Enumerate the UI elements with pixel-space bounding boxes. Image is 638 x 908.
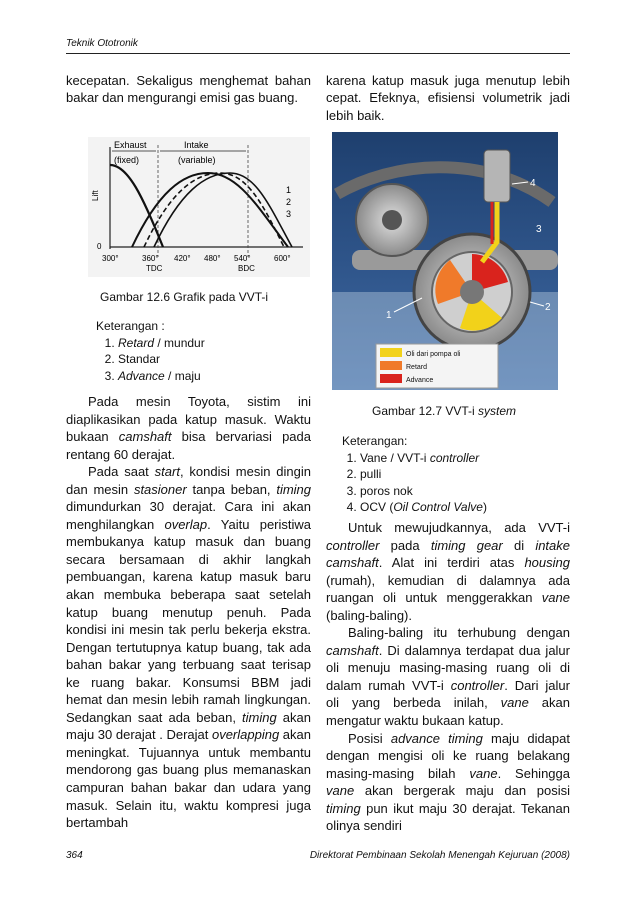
text-run-italic: intake camshaft bbox=[326, 537, 571, 571]
top-right-paragraph: karena katup masuk juga menutup lebih cepat. Efeknya, efisiensi volumetrik jadi lebih baik. bbox=[326, 73, 570, 123]
header-rule bbox=[66, 53, 570, 54]
text-run: . Alat ini terdiri atas bbox=[378, 555, 525, 571]
text-run-italic: timing bbox=[276, 481, 312, 497]
legend-item-text: OCV ( bbox=[360, 500, 394, 514]
text-run-italic: vane bbox=[500, 695, 529, 711]
curve-label-2: 2 bbox=[286, 197, 292, 207]
exhaust-sub-label: (fixed) bbox=[114, 155, 140, 165]
legend-item-italic: Retard bbox=[118, 335, 155, 350]
text-run: . Sehingga bbox=[497, 765, 570, 781]
legend-item-text: / maju bbox=[164, 368, 201, 383]
tick-360: 360° bbox=[142, 254, 159, 263]
text-run: maju didapat dengan mengisi oli ke ruang belakang masing-masing bilah bbox=[326, 730, 570, 781]
right-paragraph-3 bbox=[326, 730, 570, 835]
exhaust-label: Exhaust bbox=[114, 140, 147, 150]
figure2-caption-text: Gambar 12.7 VVT-i bbox=[372, 404, 479, 418]
text-run: (rumah), kemudian di dalamnya ada ruangan oli untuk menggerakkan bbox=[326, 572, 570, 606]
key-label-oil: Oli dari pompa oli bbox=[406, 351, 461, 358]
legend-item-text: Vane / VVT-i bbox=[360, 450, 430, 465]
vvt-i-system-illustration bbox=[332, 132, 558, 390]
callout-2: 2 bbox=[545, 302, 551, 313]
intake-sub-label: (variable) bbox=[178, 155, 216, 165]
text-run: di bbox=[502, 537, 536, 553]
text-run: , kondisi mesin dingin dan mesin bbox=[66, 464, 311, 497]
text-run-italic: controller bbox=[326, 537, 380, 553]
callout-3: 3 bbox=[536, 224, 542, 235]
callout-4: 4 bbox=[530, 178, 536, 189]
text-run-italic: vane bbox=[469, 765, 498, 781]
legend-item-text: ) bbox=[482, 500, 487, 514]
intake-label: Intake bbox=[184, 140, 209, 150]
key-swatch-advance bbox=[380, 374, 402, 383]
figure1-legend-item bbox=[118, 368, 205, 385]
text-run-italic: timing bbox=[326, 800, 361, 816]
left-paragraph-2 bbox=[66, 463, 311, 831]
callout-1: 1 bbox=[386, 310, 392, 321]
text-run-italic: start bbox=[154, 464, 180, 480]
page-number: 364 bbox=[66, 850, 83, 861]
figure2-caption-italic: system bbox=[478, 404, 517, 418]
text-run: Baling-baling itu terhubung dengan bbox=[348, 625, 570, 641]
tick-540: 540° bbox=[234, 254, 251, 263]
legend-item-text: Standar bbox=[118, 352, 161, 366]
y-zero-label: 0 bbox=[97, 242, 102, 251]
text-run: Pada saat bbox=[88, 464, 155, 480]
text-run: dimundurkan 30 derajat. Cara ini akan menghilangkan bbox=[66, 499, 311, 532]
figure2-legend-item bbox=[360, 466, 487, 483]
top-left-text bbox=[66, 72, 311, 107]
legend-item-text: / mundur bbox=[154, 335, 205, 350]
bdc-label: BDC bbox=[238, 264, 255, 273]
text-run: pada bbox=[379, 537, 431, 553]
vvt-lift-graph bbox=[88, 137, 310, 277]
tick-420: 420° bbox=[174, 254, 191, 263]
legend-item-text: pulli bbox=[360, 467, 382, 481]
text-run: Posisi bbox=[348, 730, 391, 746]
text-run: . Dari jalur oli yang berbeda inilah, bbox=[326, 677, 570, 711]
left-paragraph-1 bbox=[66, 393, 311, 463]
text-run: akan meningkat. Tujuannya untuk membantu mendorong gas buang plus memanaskan campuran bahan bakar dan udara yang masuk. Selain itu, waktu kompresi juga bertambah bbox=[66, 727, 311, 831]
text-run-italic: timing gear bbox=[430, 537, 503, 553]
text-run-italic: overlap bbox=[164, 516, 208, 532]
legend-item-italic: controller bbox=[429, 450, 480, 465]
legend-item-italic: Advance bbox=[118, 368, 165, 383]
y-axis-label: Lift bbox=[91, 190, 100, 201]
text-run: Untuk mewujudkannya, ada VVT-i bbox=[348, 520, 570, 535]
footer-source: Direktorat Pembinaan Sekolah Menengah Kejuruan (2008) bbox=[309, 850, 570, 861]
text-run: pun ikut maju 30 derajat. Tekanan olinya sendiri bbox=[326, 800, 570, 834]
text-run: tanpa beban, bbox=[186, 481, 277, 497]
legend-item-text: poros nok bbox=[360, 483, 413, 498]
figure2-caption bbox=[372, 404, 516, 418]
tick-300: 300° bbox=[102, 254, 119, 263]
running-header: Teknik Ototronik bbox=[66, 38, 138, 49]
legend-item-italic: Oil Control Valve bbox=[393, 500, 483, 514]
text-run-italic: camshaft bbox=[326, 642, 379, 658]
figure2-legend-item bbox=[360, 483, 487, 500]
left-body-text bbox=[66, 393, 311, 832]
tick-480: 480° bbox=[204, 254, 221, 263]
figure1-caption: Gambar 12.6 Grafik pada VVT-i bbox=[100, 290, 269, 304]
figure2-legend-item bbox=[360, 450, 487, 467]
right-body-text bbox=[326, 519, 570, 835]
figure2-legend-title: Keterangan: bbox=[342, 434, 408, 448]
text-run-italic: overlapping bbox=[211, 727, 280, 743]
figure1-legend-title: Keterangan : bbox=[96, 319, 165, 333]
key-label-advance: Advance bbox=[406, 377, 434, 384]
text-run: . Yaitu peristiwa membukanya katup masuk dan buang secara bersamaan di akhir langkah pembuangan, karena katup masuk baru akan membuka beberapa saat setelah katup buang menutup penuh. Pada kondisi ini mesin tak perlu bekerja ekstra. Dengan tertutupnya katup buang, tak ada bahan bakar yang terbuang saat terisap ke ruang bakar. Konsumsi BBM jadi hemat dan mesin lebih ramah lingkungan. Sedangkan saat ada beban, bbox=[66, 516, 312, 725]
text-run: bisa bervariasi pada rentang 60 derajat. bbox=[66, 429, 311, 462]
text-run-italic: stasioner bbox=[133, 481, 187, 497]
tdc-label: TDC bbox=[146, 264, 163, 273]
curve-label-1: 1 bbox=[286, 185, 292, 195]
key-label-retard: Retard bbox=[406, 364, 428, 371]
page-footer bbox=[66, 850, 570, 861]
text-run: Pada mesin Toyota, sistim ini diaplikasikan pada katup masuk. Waktu bukaan bbox=[66, 394, 311, 445]
text-run-italic: controller bbox=[450, 677, 505, 693]
key-swatch-oil bbox=[380, 348, 402, 357]
text-run-italic: timing bbox=[242, 709, 277, 725]
figure1-legend-item bbox=[118, 335, 205, 352]
figure1-legend-item bbox=[118, 351, 205, 368]
figure2-legend bbox=[342, 433, 487, 516]
text-run-italic: vane bbox=[541, 590, 570, 606]
text-run-italic: advance timing bbox=[390, 730, 483, 746]
text-run: akan mengatur waktu bukaan katup. bbox=[326, 695, 570, 729]
text-run: akan maju 30 derajat . Derajat bbox=[66, 709, 311, 743]
text-run-italic: camshaft bbox=[118, 429, 172, 445]
curve-label-3: 3 bbox=[286, 209, 292, 219]
figure2-legend-item bbox=[360, 499, 487, 516]
text-run-italic: housing bbox=[524, 555, 570, 571]
figure1-legend bbox=[96, 318, 205, 384]
right-paragraph-2 bbox=[326, 624, 570, 729]
text-run: akan bergerak maju dan posisi bbox=[354, 783, 570, 799]
top-right-text bbox=[326, 72, 570, 124]
text-run-italic: vane bbox=[326, 783, 355, 799]
top-left-paragraph: kecepatan. Sekaligus menghemat bahan bakar dan mengurangi emisi gas buang. bbox=[66, 73, 311, 106]
tick-600: 600° bbox=[274, 254, 291, 263]
right-paragraph-1 bbox=[326, 519, 570, 624]
text-run: . Di dalamnya terdapat dua jalur oli menuju masing-masing ruang oli di dalam rumah VVT-i bbox=[326, 642, 570, 693]
key-swatch-retard bbox=[380, 361, 402, 370]
text-run: (baling-baling). bbox=[326, 607, 412, 623]
ocv-valve bbox=[484, 150, 510, 202]
